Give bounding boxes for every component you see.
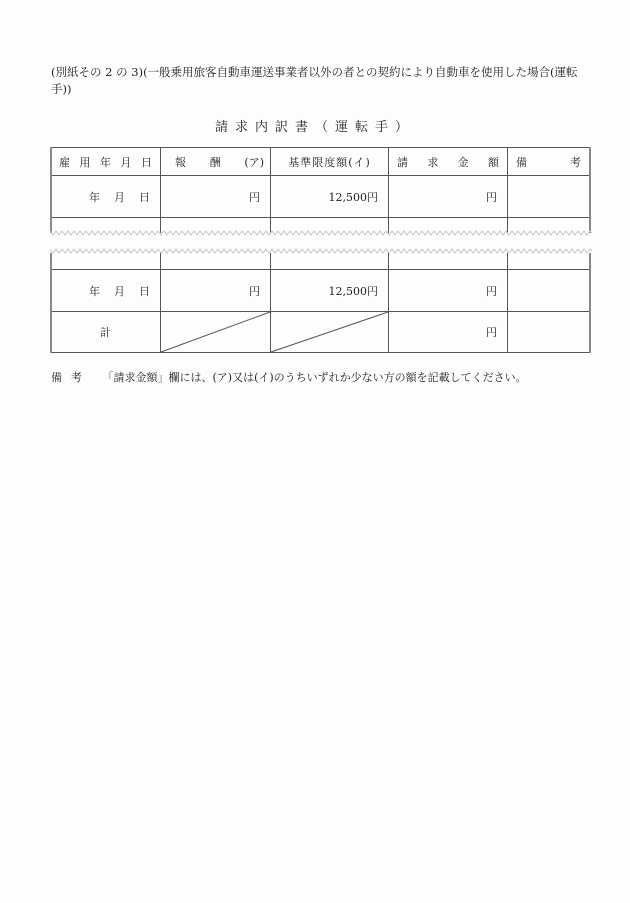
header-claim-amount bbox=[389, 148, 507, 175]
header-char: 用 bbox=[79, 155, 91, 169]
header-char: 年 bbox=[100, 155, 111, 169]
header-char: 求 bbox=[427, 155, 439, 169]
remarks-note bbox=[51, 369, 527, 385]
note-label: 備考 bbox=[51, 371, 91, 384]
row-last-remarks-field[interactable] bbox=[508, 270, 589, 311]
month-label: 月 bbox=[114, 190, 125, 204]
document-title: 請求内訳書（運転手） bbox=[214, 120, 415, 135]
row-border bbox=[50, 217, 590, 218]
header-char: 考 bbox=[570, 155, 581, 169]
header-char: 請 bbox=[397, 155, 408, 169]
total-diagonal-strikes bbox=[160, 311, 389, 353]
total-label: 計 bbox=[100, 326, 111, 339]
header-char: 日 bbox=[141, 155, 152, 169]
row1-date-field[interactable] bbox=[51, 176, 160, 217]
table-right-border bbox=[589, 253, 591, 353]
row-last-date-field[interactable] bbox=[51, 270, 160, 311]
month-label: 月 bbox=[114, 284, 125, 298]
row1-standard-limit: 12,500円 bbox=[328, 190, 378, 204]
header-char: (ア) bbox=[244, 155, 264, 169]
total-remarks-field[interactable] bbox=[508, 312, 589, 352]
header-remuneration bbox=[161, 148, 270, 175]
header-char: 酬 bbox=[209, 155, 221, 169]
row1-remuneration-field[interactable]: 円 bbox=[249, 190, 260, 204]
header-char: 備 bbox=[516, 155, 527, 169]
row-last-claim-amount-field[interactable]: 円 bbox=[486, 284, 497, 298]
day-label: 日 bbox=[139, 284, 150, 298]
header-char: 月 bbox=[120, 155, 132, 169]
row1-claim-amount-field[interactable]: 円 bbox=[486, 190, 497, 204]
row1-remarks-field[interactable] bbox=[508, 176, 589, 217]
row-last-remuneration-field[interactable]: 円 bbox=[249, 284, 260, 298]
page-tear-top bbox=[50, 230, 592, 236]
document-heading-line-2: 手)) bbox=[51, 82, 72, 96]
total-claim-amount-field[interactable]: 円 bbox=[486, 326, 497, 339]
header-char: 金 bbox=[457, 155, 469, 169]
page-tear-bottom bbox=[50, 248, 592, 254]
header-char: 額 bbox=[487, 155, 499, 169]
document-heading-line-1: (別紙その 2 の 3)(一般乗用旅客自動車運送事業者以外の者との契約により自動車を使用した場合(運転 bbox=[51, 65, 578, 79]
table-right-border bbox=[589, 147, 591, 233]
header-char: 報 bbox=[175, 155, 186, 169]
row-last-standard-limit: 12,500円 bbox=[328, 284, 378, 298]
header-employment-date bbox=[51, 148, 160, 175]
note-text: 「請求金額」欄には、(ア)又は(イ)のうちいずれか少ない方の額を記載してください。 bbox=[102, 371, 527, 384]
header-remarks bbox=[508, 148, 589, 175]
year-label: 年 bbox=[89, 190, 100, 204]
year-label: 年 bbox=[89, 284, 100, 298]
header-char: 雇 bbox=[59, 155, 70, 169]
day-label: 日 bbox=[139, 190, 150, 204]
header-standard-limit: 基準限度額(イ) bbox=[288, 155, 371, 169]
